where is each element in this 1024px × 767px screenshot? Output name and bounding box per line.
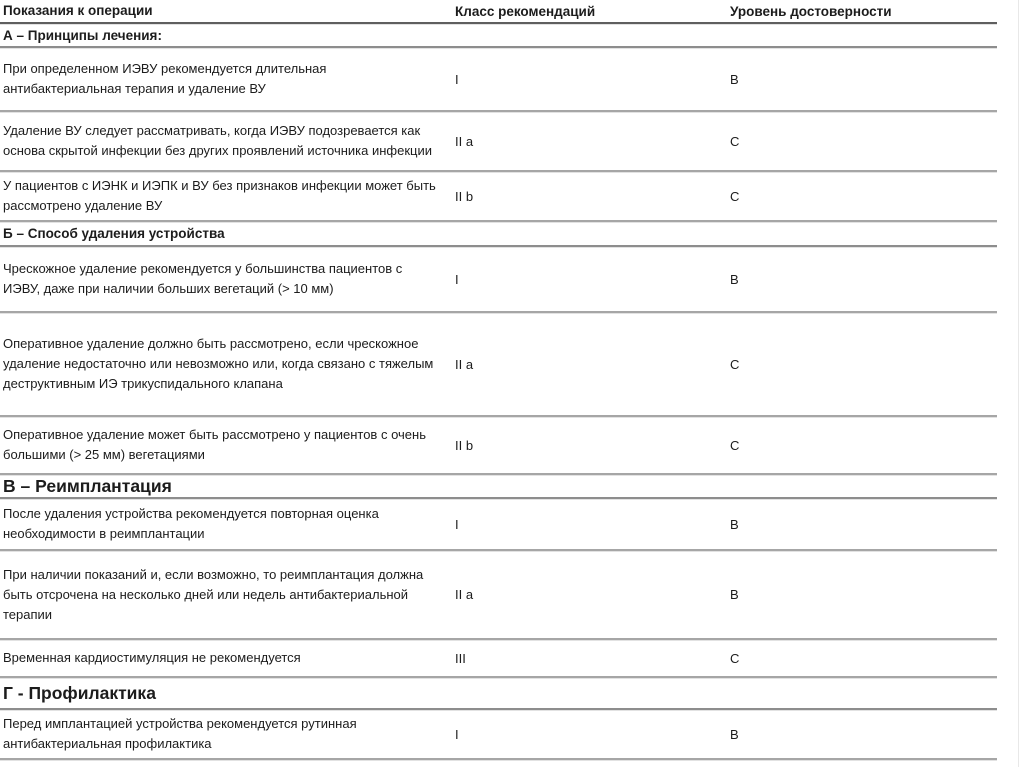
evidence-level: C	[730, 356, 740, 372]
recommendation-class: II b	[455, 188, 474, 204]
indication-text: При определенном ИЭВУ рекомендуется длительная антибактериальная терапия и удаление ВУ	[3, 61, 327, 96]
evidence-level: C	[730, 133, 740, 149]
table-row	[0, 313, 997, 417]
slide-right-edge	[1018, 0, 1019, 767]
section-title: Б – Способ удаления устройства	[3, 226, 225, 241]
indication-text: Удаление ВУ следует рассматривать, когда ИЭВУ подозревается как основа скрытой инфекции без других проявлений источника инфекции	[3, 123, 432, 158]
section-header-row	[0, 24, 997, 48]
table-row	[0, 499, 997, 551]
table-body	[0, 24, 997, 760]
recommendation-class: II a	[455, 356, 474, 372]
evidence-level: C	[730, 188, 740, 204]
section-title: Г - Профилактика	[3, 682, 156, 703]
indication-text: При наличии показаний и, если возможно, то реимплантация должна быть отсрочена на несколько дней или недель антибактериальной терапии	[3, 566, 424, 622]
recommendation-class: II a	[455, 133, 474, 149]
recommendation-class: I	[455, 271, 459, 287]
evidence-level: C	[730, 650, 740, 666]
section-header-row	[0, 678, 997, 710]
indication-text: Оперативное удаление может быть рассмотрено у пациентов с очень большими (> 25 мм) вегетациями	[3, 427, 426, 462]
table-row	[0, 172, 997, 222]
indication-text: Оперативное удаление должно быть рассмотрено, если чрескожное удаление недостаточно или невозможно или, когда связано с тяжелым деструктивным ИЭ трикуспидального клапана	[3, 336, 434, 391]
evidence-level: C	[730, 437, 740, 453]
recommendation-class: I	[455, 71, 459, 87]
section-title: А – Принципы лечения:	[3, 27, 162, 43]
table-row	[0, 710, 997, 760]
evidence-level: B	[730, 726, 739, 742]
table-row	[0, 417, 997, 475]
indication-text: Временная кардиостимуляция не рекомендуется	[3, 650, 301, 665]
column-header-indications: Показания к операции	[3, 3, 153, 18]
column-header-level: Уровень достоверности	[730, 3, 892, 19]
section-header-row	[0, 222, 997, 247]
recommendation-class: III	[455, 650, 466, 666]
table-row	[0, 112, 997, 172]
table-row	[0, 48, 997, 112]
indication-text: После удаления устройства рекомендуется повторная оценка необходимости в реимплантации	[3, 506, 379, 541]
section-header-row	[0, 475, 997, 499]
recommendation-class: II b	[455, 437, 474, 453]
section-title: В – Реимплантация	[3, 475, 172, 496]
recommendation-class: II a	[455, 587, 474, 602]
evidence-level: B	[730, 71, 739, 87]
table-row	[0, 551, 997, 640]
table-row	[0, 640, 997, 678]
table-row	[0, 247, 997, 313]
table-header-row	[0, 0, 997, 24]
column-header-class: Класс рекомендаций	[455, 3, 596, 19]
recommendation-class: I	[455, 516, 459, 532]
evidence-level: B	[730, 587, 739, 602]
indication-text: Перед имплантацией устройства рекомендуется рутинная антибактериальная профилактика	[3, 716, 357, 751]
evidence-level: B	[730, 271, 739, 287]
indication-text: Чрескожное удаление рекомендуется у большинства пациентов с ИЭВУ, даже при наличии больших вегетаций (> 10 мм)	[3, 261, 403, 296]
indication-text: У пациентов с ИЭНК и ИЭПК и ВУ без признаков инфекции может быть рассмотрено удаление ВУ	[3, 178, 436, 213]
evidence-level: B	[730, 516, 739, 532]
recommendation-class: I	[455, 726, 459, 742]
